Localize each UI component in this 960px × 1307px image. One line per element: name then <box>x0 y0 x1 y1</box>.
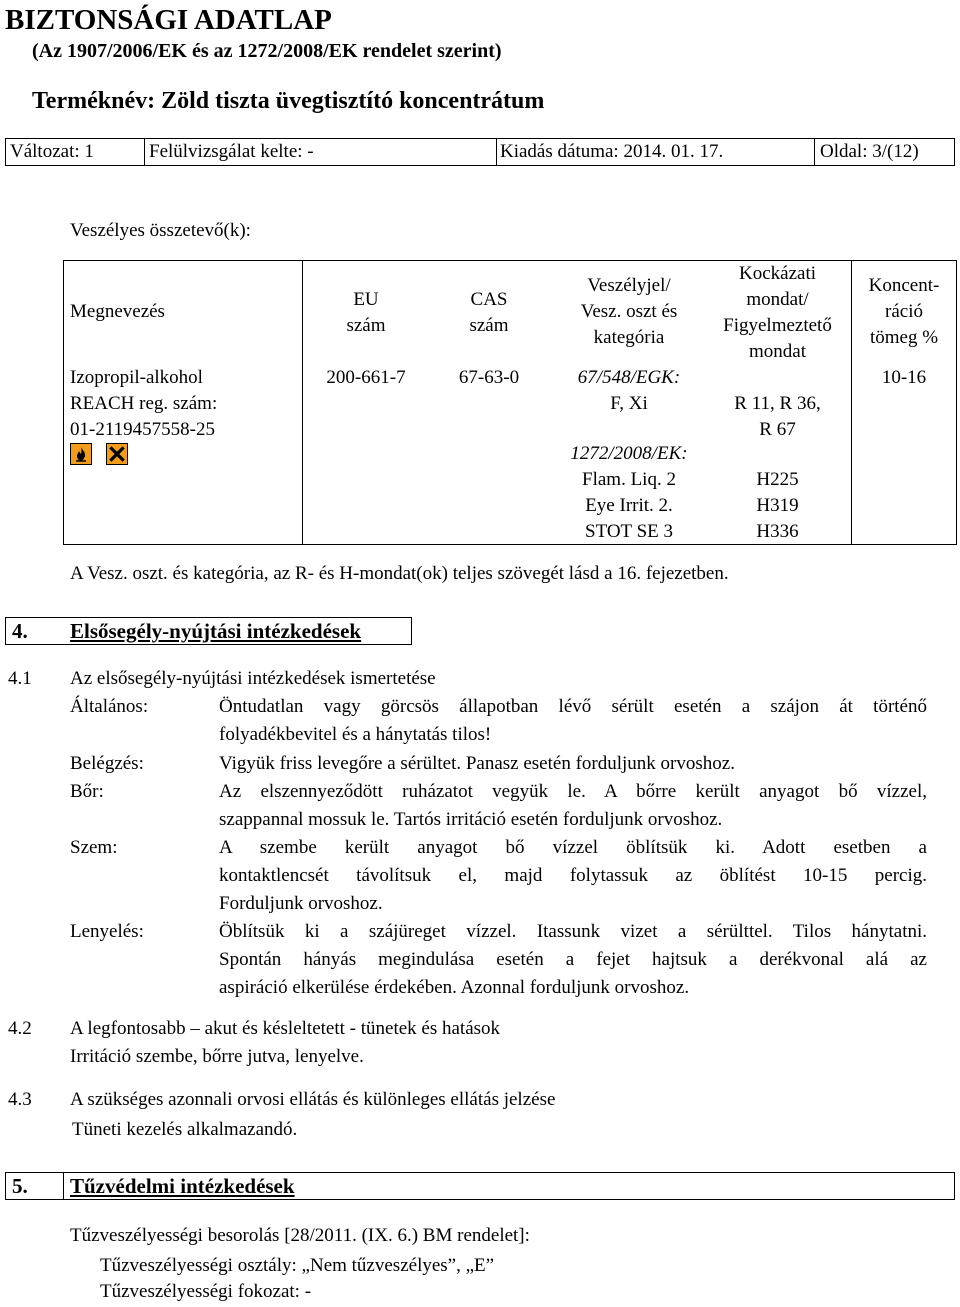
skin-label: Bőr: <box>70 781 104 802</box>
inhalation-text: Vigyük friss levegőre a sérültet. Panasz esetén forduljunk orvoshoz. <box>219 753 735 774</box>
subsection-4-2-text: Irritáció szembe, bőrre jutva, lenyelve. <box>70 1046 364 1067</box>
version-bar <box>5 138 955 166</box>
header-cas: CAS szám <box>469 289 509 336</box>
ingestion-label: Lenyelés: <box>70 921 144 942</box>
eu-number: 200-661-7 <box>326 367 406 388</box>
version-label: Változat: 1 <box>10 141 94 162</box>
flame-icon <box>70 443 92 465</box>
subsection-4-3-title: A szükséges azonnali orvosi ellátás és különleges ellátás jelzése <box>70 1089 556 1110</box>
page-number: Oldal: 3/(12) <box>820 141 919 162</box>
subsection-4-3-number: 4.3 <box>8 1089 32 1110</box>
classification-67-548: 67/548/EGK: F, Xi <box>577 367 681 414</box>
harmful-cross-icon <box>106 443 128 465</box>
inhalation-label: Belégzés: <box>70 753 144 774</box>
fire-classification-line: Tűzveszélyességi besorolás [28/2011. (IX. 6.) BM rendelet]: <box>70 1225 530 1246</box>
header-classification: Veszélyjel/ Vesz. oszt és kategória <box>580 275 678 348</box>
divider <box>63 1172 64 1200</box>
fire-class-line: Tűzveszélyességi osztály: „Nem tűzveszélyes”, „E” <box>100 1255 495 1276</box>
cas-number: 67-63-0 <box>458 367 520 388</box>
skin-text: Az elszennyeződött ruházatot vegyük le. A bőrre került anyagot bő vízzel, szappannal mossuk le. Tartós irritáció esetén forduljunk orvoshoz. <box>219 781 927 830</box>
ingestion-text: Öblítsük ki a szájüreget vízzel. Itassunk vizet a sérülttel. Tilos hánytatni. Spontán hányás megindulása esetén a fejet hajtsuk a derékvonal alá az aspiráció elkerülése érdekében. Azonnal forduljunk orvoshoz. <box>219 921 927 998</box>
header-concentration: Koncent- ráció tömeg % <box>868 275 940 348</box>
r-phrases: R 11, R 36, R 67 <box>734 393 821 440</box>
issue-date-label: Kiadás dátuma: 2014. 01. 17. <box>500 141 724 162</box>
document-title: BIZTONSÁGI ADATLAP <box>5 4 332 36</box>
regulation-subtitle: (Az 1907/2006/EK és az 1272/2008/EK rendelet szerint) <box>32 40 502 62</box>
hazardous-components-heading: Veszélyes összetevő(k): <box>70 220 251 241</box>
section-4-title: Elsősegély-nyújtási intézkedések <box>70 619 362 643</box>
eye-label: Szem: <box>70 837 118 858</box>
divider <box>496 139 497 165</box>
concentration-value: 10-16 <box>881 367 927 388</box>
product-name: Terméknév: Zöld tiszta üvegtisztító koncentrátum <box>32 88 545 114</box>
fire-grade-line: Tűzveszélyességi fokozat: - <box>100 1281 312 1302</box>
review-label: Felülvizsgálat kelte: - <box>149 141 314 162</box>
subsection-4-1-title: Az elsősegély-nyújtási intézkedések ismertetése <box>70 668 436 689</box>
components-table <box>63 260 957 545</box>
table-note: A Vesz. oszt. és kategória, az R- és H-mondat(ok) teljes szövegét lásd a 16. fejezetben. <box>70 563 729 584</box>
divider <box>144 139 145 165</box>
divider <box>814 139 815 165</box>
column-divider <box>302 261 303 544</box>
classification-1272-2008: 1272/2008/EK: Flam. Liq. 2 Eye Irrit. 2. STOT SE 3 <box>570 443 688 542</box>
header-name: Megnevezés <box>70 301 165 322</box>
header-risk-phrases: Kockázati mondat/ Figyelmeztető mondat <box>723 263 832 362</box>
header-eu: EU szám <box>346 289 386 336</box>
section-5-number: 5. <box>12 1174 28 1198</box>
section-4-number: 4. <box>12 619 28 643</box>
subsection-4-3-text: Tüneti kezelés alkalmazandó. <box>72 1119 298 1140</box>
general-text: Öntudatlan vagy görcsös állapotban lévő sérült esetén a szájon át történő folyadékbevitel és a hánytatás tilos! <box>219 696 927 745</box>
subsection-4-2-title: A legfontosabb – akut és késleltetett - tünetek és hatások <box>70 1018 501 1039</box>
general-label: Általános: <box>70 696 149 717</box>
component-name: Izopropil-alkohol REACH reg. szám: 01-2119457558-25 <box>70 367 218 440</box>
subsection-4-2-number: 4.2 <box>8 1018 32 1039</box>
eye-text: A szembe került anyagot bő vízzel öblítsük ki. Adott esetben a kontaktlencsét távolítsuk el, majd folytassuk az öblítést 10-15 percig. Forduljunk orvoshoz. <box>219 837 927 914</box>
subsection-4-1-number: 4.1 <box>8 668 32 689</box>
section-5-title: Tűzvédelmi intézkedések <box>70 1174 295 1198</box>
h-statements: H225 H319 H336 <box>756 469 799 542</box>
